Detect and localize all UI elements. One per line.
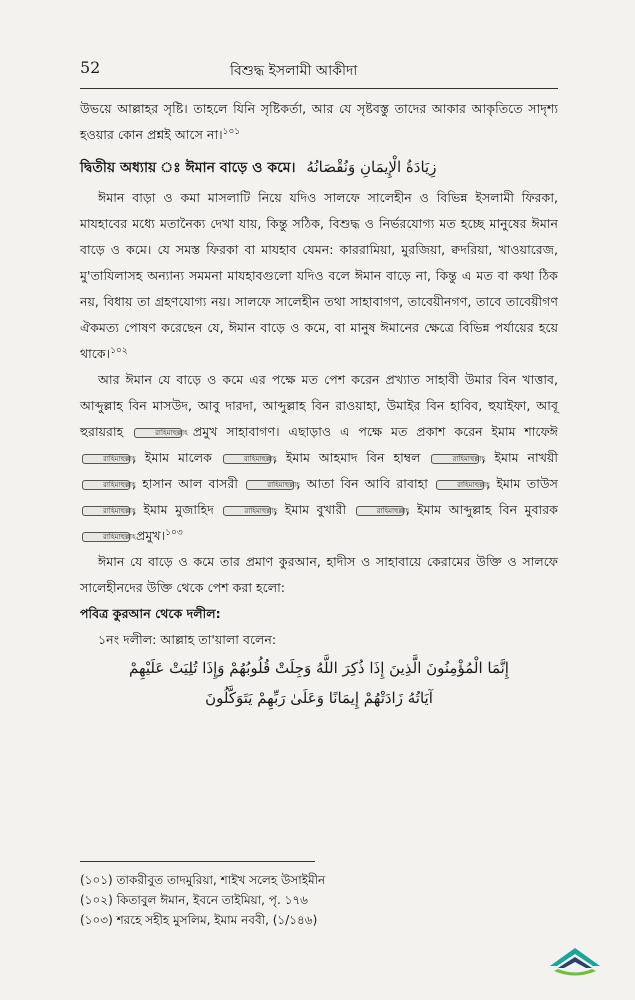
honorific-mark: রাহিমাহুল্লাহ	[82, 454, 130, 464]
evidence-label: ১নং দলীল: আল্লাহ তা'য়ালা বলেন:	[98, 632, 277, 647]
section-heading: পবিত্র কুরআন থেকে দলীল:	[80, 606, 221, 621]
footnote-ref[interactable]: ১০১	[222, 126, 241, 137]
chapter-arabic-title: زِيَادَةُ الْإِيمَانِ وَنُقْصَانُهُ	[306, 158, 437, 176]
paragraph: উভয়ে আল্লাহর সৃষ্টি। তাহলে যিনি সৃষ্টিকর্তা, আর যে সৃষ্টবস্তু তাদের আকার আকৃতিতে সাদৃশ্য হওয়ার কোন প্রশ্নই আসে না।$^{১০১}$	[80, 101, 558, 142]
header-divider	[80, 88, 558, 89]
honorific-mark: রাহিমাহুল্লাহ	[431, 454, 479, 464]
honorific-mark: রাহিমাহুল্লাহ	[223, 506, 271, 516]
honorific-mark: রাহিমাহুল্লাহ	[82, 506, 130, 516]
footnote-ref[interactable]: ১০৩	[165, 527, 183, 538]
honorific-mark: রাহিমাহুল্লাহ	[356, 506, 404, 516]
footnotes	[80, 870, 550, 930]
honorific-mark: রাহিমাহুল্লাহ	[436, 480, 484, 490]
paragraph: ঈমান বাড়া ও কমা মাসলাটি নিয়ে যদিও সালফে সালেহীন ও বিভিন্ন ইসলামী ফিরকা, মাযহাবের মধ্যে মতানৈক্য দেখা যায়, কিন্তু সঠিক, বিশুদ্ধ ও নির্ভরযোগ্য মত হচ্ছে মানুষের ঈমান বাড়ে ও কমে। যে সমস্ত ফিরকা বা মাযহাব যেমন: কাররামিয়া, মুরজিয়া, ক্বদরিয়া, খাওয়ারেজ, মু'তাযিলাসহ অন্যান্য সমমনা মাযহাবগুলো যদিও বলে ঈমান বাড়ে না, কিন্তু এ মত বা কথা ঠিক নয়, বিধায় তা গ্রহণযোগ্য নয়। সালফে সালেহীন তথা সাহাবাগণ, তাবেয়ীনগণ, তাবে তাবেয়ীগণ ঐকমত্য পোষণ করেছেন যে, ঈমান বাড়ে ও কমে, বা মানুষ ঈমানের ক্ষেত্রে বিভিন্ন পর্যায়ের হয়ে থাকে।$^{১০২}$	[80, 190, 558, 361]
footnote: (১০৩) শরহে সহীহ মুসলিম, ইমাম নববী, (১/১৪৬)	[80, 913, 318, 927]
honorific-mark: রাহিমাহুল্লাহ	[82, 532, 130, 542]
footnote: (১০২) কিতাবুল ঈমান, ইবনে তাইমিয়া, পৃ. ১৭৬	[80, 893, 308, 907]
footnote-divider	[80, 861, 315, 862]
footnote: (১০১) তাকরীবুত তাদমুরিয়া, শাইখ সলেহ উসাইমীন	[80, 873, 326, 887]
quran-verse-line: آيَاتُهُ زَادَتْهُمْ إِيمَانًا وَعَلَىٰ رَبِّهِمْ يَتَوَكَّلُونَ	[205, 689, 433, 707]
page-header	[80, 58, 560, 86]
honorific-mark: রাহিমাহুল্লাহ	[134, 428, 182, 438]
honorific-mark: রাহিমাহুল্লাহ	[82, 480, 130, 490]
paragraph: আর ঈমান যে বাড়ে ও কমে এর পক্ষে মত পেশ করেন প্রখ্যাত সাহাবী উমার বিন খাত্তাব, আব্দুল্লাহ বিন মাসউদ, আবু দারদা, আব্দুল্লাহ বিন রাওয়াহা, উমাইর বিন হাবিব, হুযাইফা, আবূ হুরায়রাহ রাহিমাহুল্লাহ প্রমুখ সাহাবাগণ। এছাড়াও এ পক্ষে মত প্রকাশ করেন ইমাম শাফেঈ রাহিমাহুল্লাহ, ইমাম মালেক রাহিমাহুল্লাহ, ইমাম আহমাদ বিন হাম্বল রাহিমাহুল্লাহ, ইমাম নাখয়ী রাহিমাহুল্লাহ, হাসান আল বাসরী রাহিমাহুল্লাহ, আতা বিন আবি রাবাহা রাহিমাহুল্লাহ, ইমাম তাউস রাহিমাহুল্লাহ, ইমাম মুজাহিদ রাহিমাহুল্লাহ, ইমাম বুখারী রাহিমাহুল্লাহ, ইমাম আব্দুল্লাহ বিন মুবারক রাহিমাহুল্লাহ প্রমুখ।$^{১০৩}$	[80, 372, 559, 543]
footnote-ref[interactable]: ১০২	[110, 345, 128, 356]
quran-verse-line: إِنَّمَا الْمُؤْمِنُونَ الَّذِينَ إِذَا ذُكِرَ اللَّهُ وَجِلَتْ قُلُوبُهُمْ وَإِذَا تُلِيَتْ عَلَيْهِمْ	[129, 659, 509, 677]
logo-green-base	[554, 969, 596, 976]
page-number: 52	[80, 58, 101, 77]
honorific-mark: রাহিমাহুল্লাহ	[246, 480, 294, 490]
publisher-logo-icon	[548, 944, 602, 978]
chapter-title: দ্বিতীয় অধ্যায় ঃ ঈমান বাড়ে ও কমে। زِيَادَةُ الْإِيمَانِ وَنُقْصَانُهُ	[80, 158, 437, 176]
running-title: বিশুদ্ধ ইসলামী আকীদা	[230, 63, 358, 79]
honorific-mark: রাহিমাহুল্লাহ	[223, 454, 271, 464]
page-body	[80, 96, 558, 713]
paragraph: ঈমান যে বাড়ে ও কমে তার প্রমাণ কুরআন, হাদীস ও সাহাবায়ে কেরামের উক্তি ও সালফে সালেহীনদের উক্তি থেকে পেশ করা হলো:	[80, 554, 558, 595]
